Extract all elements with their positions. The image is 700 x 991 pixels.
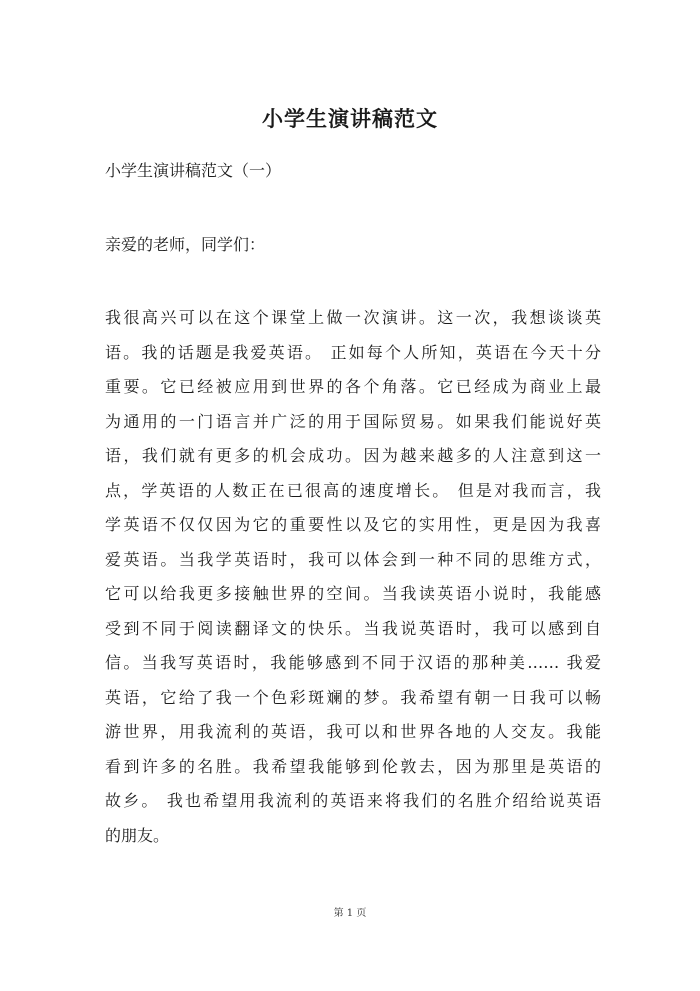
greeting-line: 亲爱的老师，同学们： xyxy=(105,235,266,254)
body-line: 重要。它已经被应用到世界的各个角落。它已经成为商业上最 xyxy=(105,377,601,396)
section-subtitle: 小学生演讲稿范文（一） xyxy=(105,161,282,180)
body-line: 语，我们就有更多的机会成功。因为越来越多的人注意到这一 xyxy=(105,446,601,465)
body-line: 点，学英语的人数正在已很高的速度增长。 但是对我而言，我 xyxy=(105,480,601,500)
body-line: 学英语不仅仅因为它的重要性以及它的实用性，更是因为我喜 xyxy=(105,515,601,534)
body-line: 我很高兴可以在这个课堂上做一次演讲。这一次，我想谈谈英 xyxy=(105,308,601,327)
body-line: 受到不同于阅读翻译文的快乐。当我说英语时，我可以感到自 xyxy=(105,618,601,638)
body-line: 看到许多的名胜。我希望我能够到伦敦去，因为那里是英语的 xyxy=(105,756,601,776)
body-line: 英语，它给了我一个色彩斑斓的梦。我希望有朝一日我可以畅 xyxy=(105,687,601,707)
body-line: 它可以给我更多接触世界的空间。当我读英语小说时，我能感 xyxy=(105,584,601,603)
body-line: 为通用的一门语言并广泛的用于国际贸易。如果我们能说好英 xyxy=(105,411,601,431)
body-line: 的朋友。 xyxy=(105,825,170,845)
body-line: 爱英语。当我学英语时，我可以体会到一种不同的思维方式， xyxy=(105,549,601,569)
body-line: 故乡。 我也希望用我流利的英语来将我们的名胜介绍给说英语 xyxy=(105,791,601,810)
document-title: 小学生演讲稿范文 xyxy=(262,106,438,131)
page-number: 第 1 页 xyxy=(333,908,367,919)
body-line: 游世界，用我流利的英语，我可以和世界各地的人交友。我能 xyxy=(105,722,601,741)
body-line: 语。我的话题是我爱英语。 正如每个人所知，英语在今天十分 xyxy=(105,342,601,362)
speech-body xyxy=(105,301,601,853)
body-line: 信。当我写英语时，我能够感到不同于汉语的那种美…… 我爱 xyxy=(105,653,601,672)
